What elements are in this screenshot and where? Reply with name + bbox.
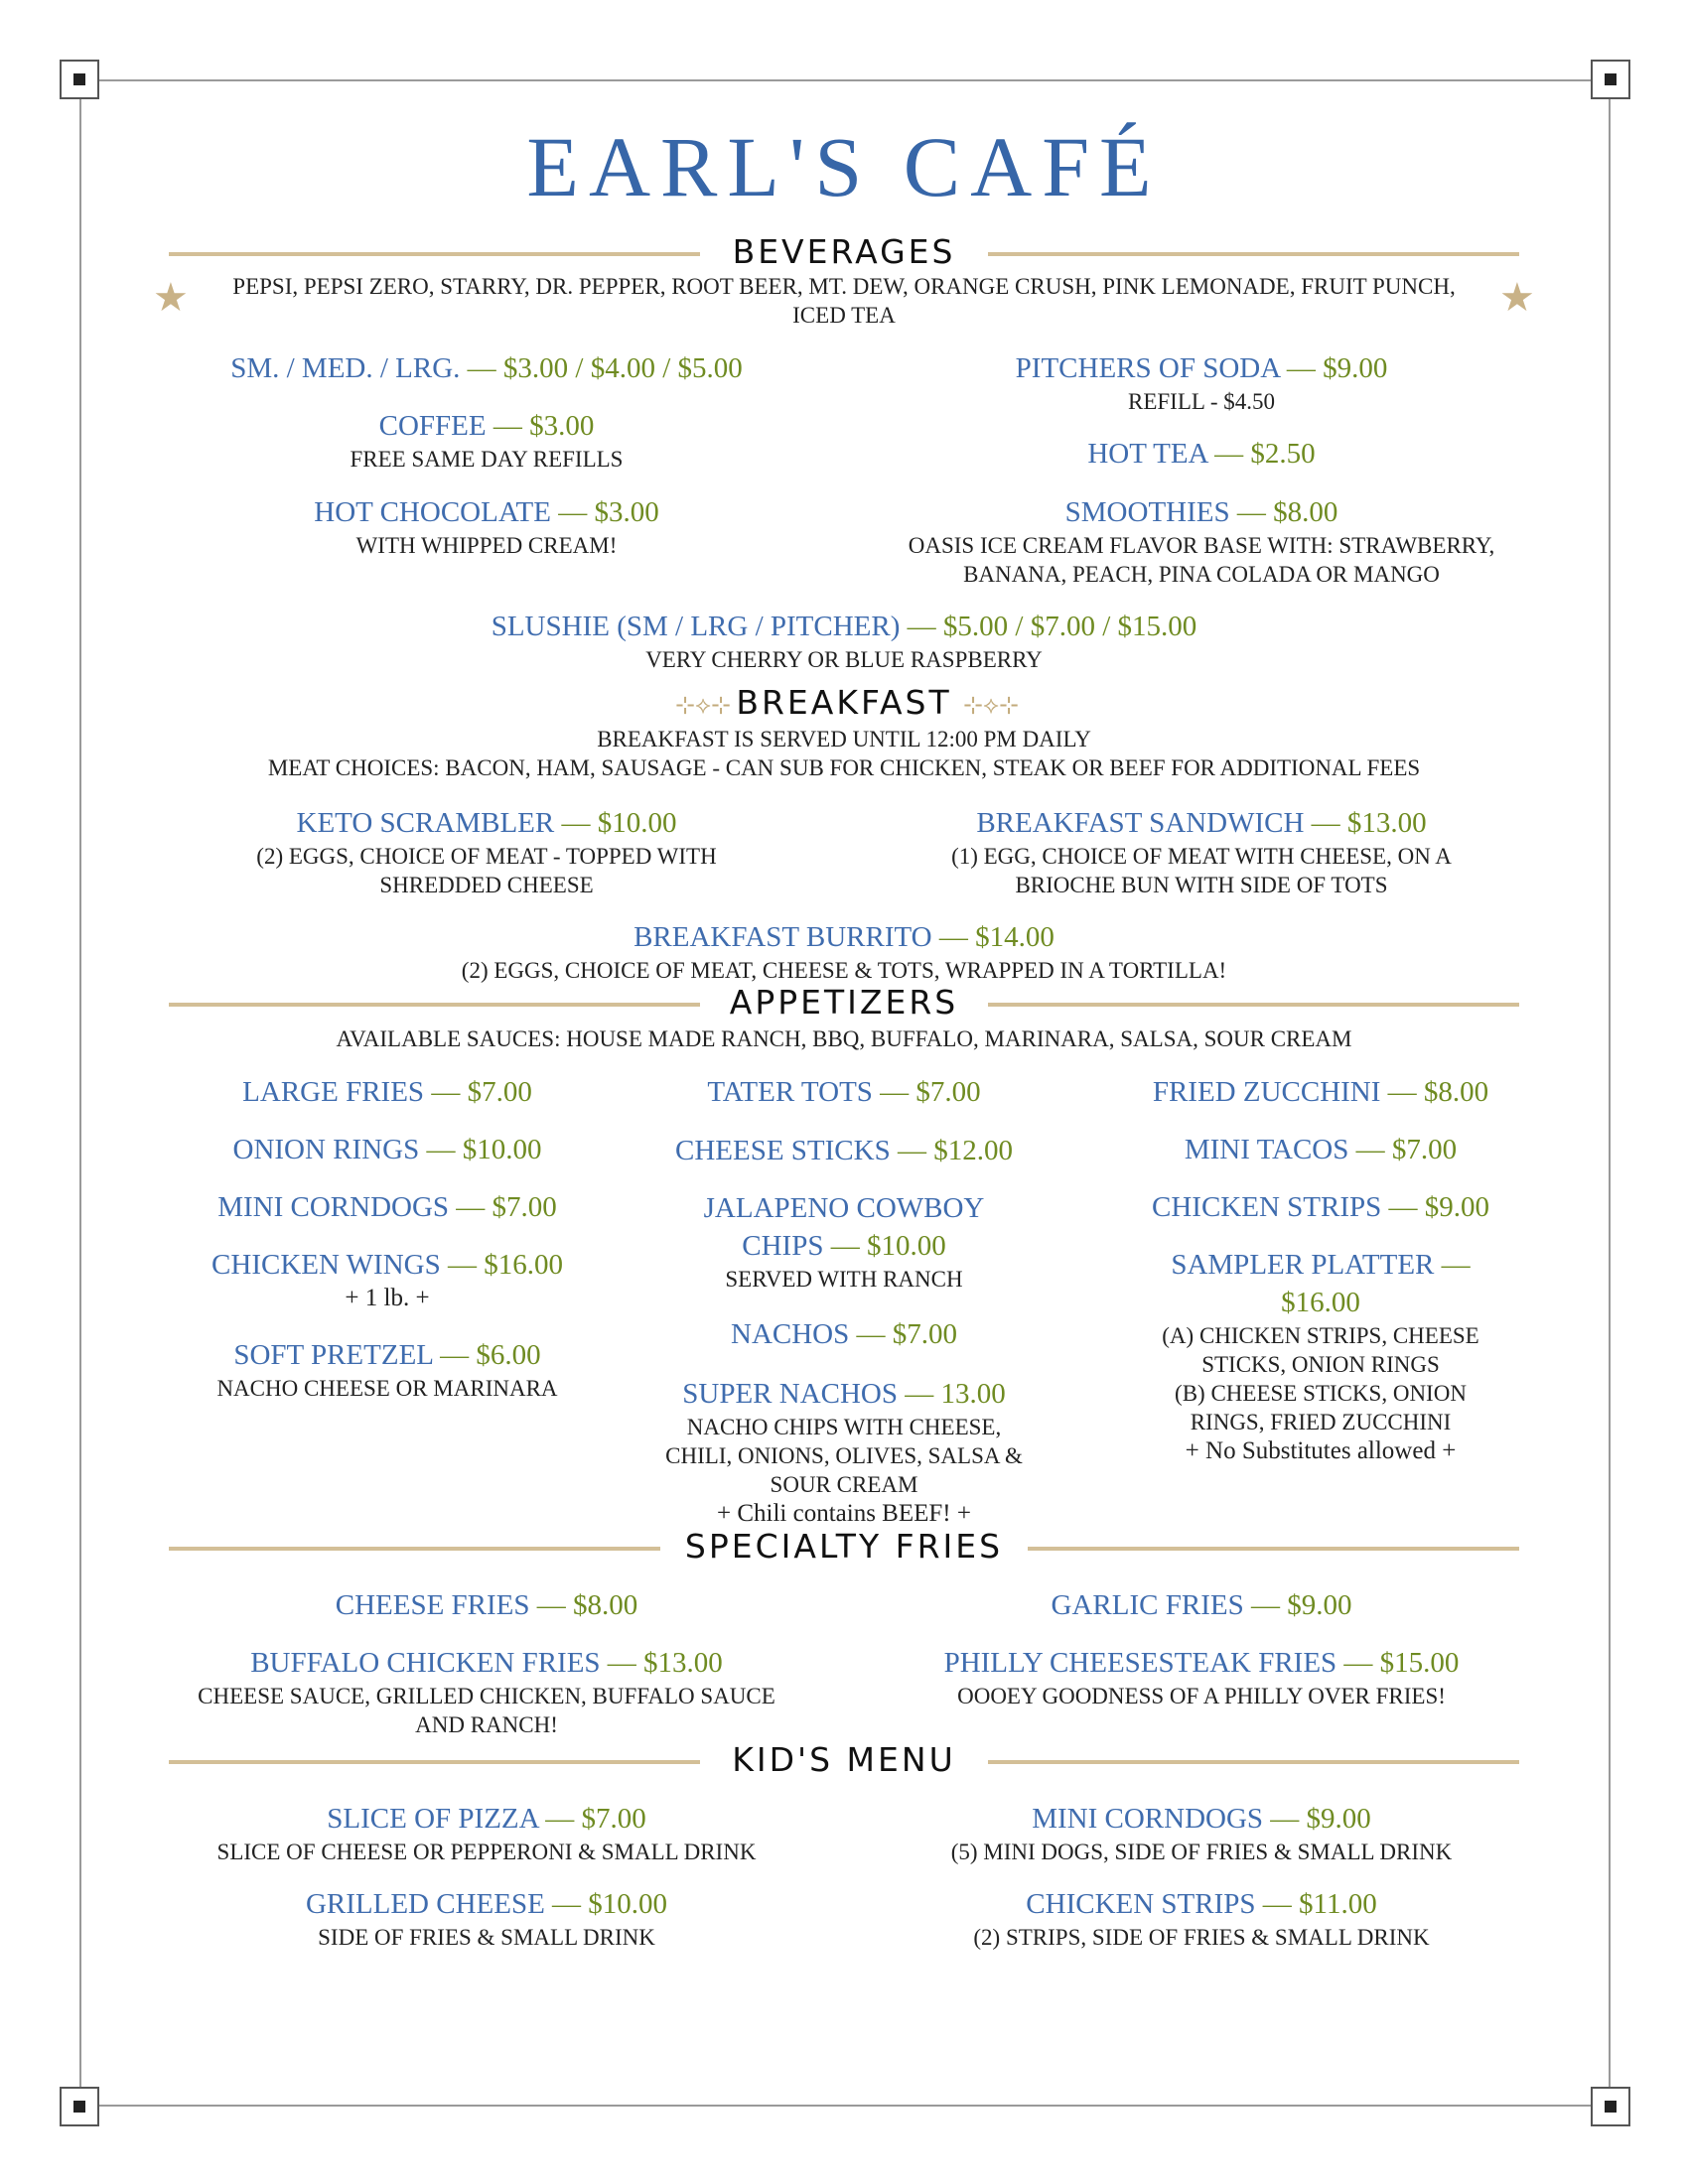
frame-right — [1609, 79, 1611, 2105]
item-desc: FREE SAME DAY REFILLS — [350, 447, 624, 472]
item-price: $9.00 — [1287, 1589, 1352, 1621]
item-desc: (B) CHEESE STICKS, ONION — [1175, 1381, 1467, 1406]
menu-item: CHICKEN WINGS — $16.00 + 1 lb. + — [149, 1246, 626, 1313]
item-name: ONION RINGS — [232, 1134, 420, 1165]
item-desc: SLICE OF CHEESE OR PEPPERONI & SMALL DRINK — [216, 1840, 757, 1864]
item-price: $7.00 — [892, 1318, 957, 1350]
flourish-icon: ⊹⟡⊹ — [675, 693, 732, 719]
item-desc: OASIS ICE CREAM FLAVOR BASE WITH: STRAWBERRY, — [908, 533, 1495, 558]
section-specialty-fries-heading — [169, 1527, 1519, 1570]
item-desc: SIDE OF FRIES & SMALL DRINK — [318, 1925, 655, 1950]
item-name: MINI CORNDOGS — [1032, 1803, 1264, 1835]
item-name: CHICKEN WINGS — [211, 1249, 441, 1281]
item-name: SLUSHIE (SM / LRG / PITCHER) — [491, 611, 901, 642]
item-name: BREAKFAST SANDWICH — [976, 807, 1305, 839]
sauces-note: AVAILABLE SAUCES: HOUSE MADE RANCH, BBQ, BUFFALO, MARINARA, SALSA, SOUR CREAM — [336, 1026, 1352, 1051]
soda-list-line: ICED TEA — [792, 303, 896, 328]
item-price: $7.00 — [492, 1191, 557, 1223]
breakfast-notes — [169, 725, 1519, 782]
item-name: CHIPS — [742, 1230, 824, 1262]
soda-list — [169, 272, 1519, 330]
item-desc: NACHO CHIPS WITH CHEESE, — [686, 1415, 1002, 1439]
item-desc: SOUR CREAM — [770, 1472, 918, 1497]
section-appetizers-heading — [169, 983, 1519, 1026]
menu-item: HOT TEA — $2.50 — [1087, 438, 1316, 470]
soda-list-line: PEPSI, PEPSI ZERO, STARRY, DR. PEPPER, ROOT BEER, MT. DEW, ORANGE CRUSH, PINK LEMONADE, FRUIT PUNCH, — [232, 274, 1456, 299]
item-price: $16.00 — [1281, 1287, 1360, 1318]
item-desc: (1) EGG, CHOICE OF MEAT WITH CHEESE, ON A — [951, 844, 1452, 869]
menu-item: SOFT PRETZEL — $6.00 NACHO CHEESE OR MARINARA — [149, 1336, 626, 1403]
menu-item: SM. / MED. / LRG. — $3.00 / $4.00 / $5.00 — [230, 352, 743, 384]
heading-label: BREAKFAST — [736, 683, 952, 722]
menu-item: HOT CHOCOLATE — $3.00 WITH WHIPPED CREAM! — [149, 493, 824, 560]
item-name: GRILLED CHEESE — [305, 1888, 545, 1920]
item-name: SMOOTHIES — [1064, 496, 1230, 528]
item-price: $10.00 — [462, 1134, 542, 1165]
menu-item: SAMPLER PLATTER — $16.00 (A) CHICKEN STRIPS, CHEESE STICKS, ONION RINGS (B) CHEESE STICKS, ONION RINGS, FRIED ZUCCHINI + No Substitutes allowed + — [1082, 1246, 1559, 1466]
corner-ornament-tl — [60, 60, 99, 99]
item-desc: SERVED WITH RANCH — [725, 1267, 963, 1292]
menu-item: SLICE OF PIZZA — $7.00 SLICE OF CHEESE OR PEPPERONI & SMALL DRINK — [149, 1800, 824, 1866]
corner-ornament-bl — [60, 2087, 99, 2126]
heading-label: APPETIZERS — [729, 983, 959, 1022]
item-price: $10.00 — [597, 807, 677, 839]
item-name: BUFFALO CHICKEN FRIES — [250, 1647, 601, 1679]
item-desc: REFILL - $4.50 — [1128, 389, 1275, 414]
heading-label: KID'S MENU — [732, 1740, 956, 1779]
menu-item: KETO SCRAMBLER — $10.00 (2) EGGS, CHOICE OF MEAT - TOPPED WITH SHREDDED CHEESE — [149, 804, 824, 899]
item-price: $7.00 — [915, 1076, 981, 1108]
item-name: HOT TEA — [1087, 438, 1207, 470]
item-price: $3.00 — [594, 496, 659, 528]
heading-label: BEVERAGES — [732, 232, 956, 271]
menu-item: COFFEE — $3.00 FREE SAME DAY REFILLS — [149, 407, 824, 474]
frame-left — [79, 79, 81, 2105]
item-name: COFFEE — [378, 410, 487, 442]
page-title: EARL'S CAFÉ — [526, 119, 1162, 214]
menu-item: SLUSHIE (SM / LRG / PITCHER) — $5.00 / $7.00 / $15.00 VERY CHERRY OR BLUE RASPBERRY — [348, 608, 1340, 674]
menu-item: MINI TACOS — $7.00 — [1184, 1134, 1458, 1165]
item-price: $15.00 — [1379, 1647, 1460, 1679]
item-desc: STICKS, ONION RINGS — [1201, 1352, 1440, 1377]
item-price: $7.00 — [467, 1076, 532, 1108]
item-desc: VERY CHERRY OR BLUE RASPBERRY — [645, 647, 1043, 672]
item-desc: (2) EGGS, CHOICE OF MEAT - TOPPED WITH — [256, 844, 717, 869]
meat-choices: MEAT CHOICES: BACON, HAM, SAUSAGE - CAN SUB FOR CHICKEN, STEAK OR BEEF FOR ADDITIONAL FEES — [267, 755, 1421, 780]
item-name: BREAKFAST BURRITO — [633, 921, 932, 953]
item-desc: BRIOCHE BUN WITH SIDE OF TOTS — [1015, 873, 1388, 897]
item-price: $10.00 — [866, 1230, 946, 1262]
item-desc: CHEESE SAUCE, GRILLED CHICKEN, BUFFALO SAUCE — [198, 1684, 775, 1708]
menu-item: CHICKEN STRIPS — $9.00 — [1152, 1191, 1489, 1223]
section-kids-menu-heading — [169, 1740, 1519, 1784]
item-name: CHICKEN STRIPS — [1152, 1191, 1382, 1223]
item-name: MINI CORNDOGS — [217, 1191, 450, 1223]
item-desc: NACHO CHEESE OR MARINARA — [216, 1376, 558, 1401]
item-price: $9.00 — [1424, 1191, 1489, 1223]
item-name: SAMPLER PLATTER — [1171, 1249, 1435, 1281]
menu-item: FRIED ZUCCHINI — $8.00 — [1152, 1076, 1489, 1108]
menu-item: GARLIC FRIES — $9.00 — [1051, 1589, 1352, 1621]
item-price: $8.00 — [1273, 496, 1338, 528]
menu-item: SMOOTHIES — $8.00 OASIS ICE CREAM FLAVOR BASE WITH: STRAWBERRY, BANANA, PEACH, PINA COLADA OR MANGO — [864, 493, 1539, 589]
menu-item: NACHOS — $7.00 — [731, 1318, 957, 1350]
item-desc: AND RANCH! — [415, 1712, 558, 1737]
item-name: FRIED ZUCCHINI — [1152, 1076, 1381, 1108]
section-beverages-heading — [169, 232, 1519, 276]
item-price: $10.00 — [588, 1888, 668, 1920]
menu-item: PHILLY CHEESESTEAK FRIES — $15.00 OOOEY GOODNESS OF A PHILLY OVER FRIES! — [864, 1644, 1539, 1710]
item-desc: OOOEY GOODNESS OF A PHILLY OVER FRIES! — [957, 1684, 1446, 1708]
item-name: CHEESE STICKS — [675, 1135, 891, 1166]
item-price: $13.00 — [643, 1647, 723, 1679]
menu-item: TATER TOTS — $7.00 — [707, 1076, 981, 1108]
item-name: NACHOS — [731, 1318, 850, 1350]
item-name: HOT CHOCOLATE — [314, 496, 551, 528]
item-price: $9.00 — [1323, 352, 1388, 384]
item-name: SLICE OF PIZZA — [327, 1803, 538, 1835]
item-desc: CHILI, ONIONS, OLIVES, SALSA & — [665, 1443, 1023, 1468]
menu-item: MINI CORNDOGS — $9.00 (5) MINI DOGS, SIDE OF FRIES & SMALL DRINK — [864, 1800, 1539, 1866]
item-name: LARGE FRIES — [242, 1076, 425, 1108]
item-price: 13.00 — [940, 1378, 1006, 1410]
item-desc: (5) MINI DOGS, SIDE OF FRIES & SMALL DRINK — [950, 1840, 1453, 1864]
item-name: CHEESE FRIES — [335, 1589, 530, 1621]
item-desc: WITH WHIPPED CREAM! — [355, 533, 618, 558]
menu-item: MINI CORNDOGS — $7.00 — [217, 1191, 557, 1223]
menu-item: GRILLED CHEESE — $10.00 SIDE OF FRIES & SMALL DRINK — [149, 1885, 824, 1952]
item-name: MINI TACOS — [1184, 1134, 1349, 1165]
item-desc: BANANA, PEACH, PINA COLADA OR MANGO — [963, 562, 1440, 587]
item-price: $16.00 — [484, 1249, 563, 1281]
item-price: $7.00 — [581, 1803, 646, 1835]
item-name: JALAPENO COWBOY — [703, 1192, 985, 1224]
item-desc: (A) CHICKEN STRIPS, CHEESE — [1162, 1323, 1479, 1348]
menu-item: BREAKFAST BURRITO — $14.00 (2) EGGS, CHOICE OF MEAT, CHEESE & TOTS, WRAPPED IN A TORTILLA! — [298, 918, 1390, 985]
item-name: TATER TOTS — [707, 1076, 873, 1108]
item-desc: SHREDDED CHEESE — [379, 873, 594, 897]
menu-item: ONION RINGS — $10.00 — [232, 1134, 542, 1165]
item-note: + No Substitutes allowed + — [1185, 1437, 1457, 1464]
menu-item: CHICKEN STRIPS — $11.00 (2) STRIPS, SIDE OF FRIES & SMALL DRINK — [864, 1885, 1539, 1952]
star-icon: ★ — [153, 275, 189, 320]
menu-item: BREAKFAST SANDWICH — $13.00 (1) EGG, CHOICE OF MEAT WITH CHEESE, ON A BRIOCHE BUN WITH SIDE OF TOTS — [864, 804, 1539, 899]
menu-item: BUFFALO CHICKEN FRIES — $13.00 CHEESE SAUCE, GRILLED CHICKEN, BUFFALO SAUCE AND RANCH! — [149, 1644, 824, 1739]
item-name: SUPER NACHOS — [682, 1378, 898, 1410]
item-desc: (2) STRIPS, SIDE OF FRIES & SMALL DRINK — [973, 1925, 1430, 1950]
corner-ornament-br — [1591, 2087, 1630, 2126]
item-price: $11.00 — [1299, 1888, 1377, 1920]
menu-item: CHEESE STICKS — $12.00 — [675, 1135, 1013, 1166]
frame-bottom — [79, 2105, 1609, 2107]
item-name: PHILLY CHEESESTEAK FRIES — [943, 1647, 1337, 1679]
item-price: $8.00 — [573, 1589, 638, 1621]
menu-item: LARGE FRIES — $7.00 — [242, 1076, 532, 1108]
corner-ornament-tr — [1591, 60, 1630, 99]
item-price: $7.00 — [1391, 1134, 1458, 1165]
item-name: SM. / MED. / LRG. — [230, 352, 461, 384]
item-name: CHICKEN STRIPS — [1026, 1888, 1256, 1920]
item-price: $8.00 — [1423, 1076, 1489, 1108]
item-price: $3.00 — [529, 410, 595, 442]
item-price: $2.50 — [1250, 438, 1316, 470]
item-name: GARLIC FRIES — [1051, 1589, 1244, 1621]
item-price: $13.00 — [1346, 807, 1427, 839]
menu-item: CHEESE FRIES — $8.00 — [335, 1589, 638, 1621]
item-price: $14.00 — [975, 921, 1055, 953]
flourish-icon: ⊹⟡⊹ — [963, 693, 1020, 719]
item-price: $5.00 / $7.00 / $15.00 — [942, 611, 1197, 642]
item-desc: RINGS, FRIED ZUCCHINI — [1190, 1410, 1452, 1434]
item-price: $3.00 / $4.00 / $5.00 — [502, 352, 743, 384]
item-name: PITCHERS OF SODA — [1015, 352, 1280, 384]
item-price: $6.00 — [476, 1339, 541, 1371]
section-breakfast-heading — [169, 683, 1519, 727]
heading-label: SPECIALTY FRIES — [684, 1527, 1004, 1566]
item-note: + Chili contains BEEF! + — [717, 1500, 971, 1527]
item-desc: (2) EGGS, CHOICE OF MEAT, CHEESE & TOTS, WRAPPED IN A TORTILLA! — [461, 958, 1227, 983]
item-desc: + 1 lb. + — [345, 1285, 430, 1311]
frame-top — [79, 79, 1609, 81]
star-icon: ★ — [1499, 275, 1535, 320]
item-price: $9.00 — [1306, 1803, 1371, 1835]
item-name: SOFT PRETZEL — [233, 1339, 433, 1371]
menu-item: SUPER NACHOS — 13.00 NACHO CHIPS WITH CHEESE, CHILI, ONIONS, OLIVES, SALSA & SOUR CREAM + Chili contains BEEF! + — [606, 1375, 1082, 1529]
menu-item: JALAPENO COWBOY CHIPS — $10.00 SERVED WITH RANCH — [606, 1189, 1082, 1294]
menu-item: PITCHERS OF SODA — $9.00 REFILL - $4.50 — [864, 349, 1539, 416]
breakfast-hours: BREAKFAST IS SERVED UNTIL 12:00 PM DAILY — [597, 727, 1091, 751]
item-price: $12.00 — [933, 1135, 1013, 1166]
item-name: KETO SCRAMBLER — [296, 807, 555, 839]
